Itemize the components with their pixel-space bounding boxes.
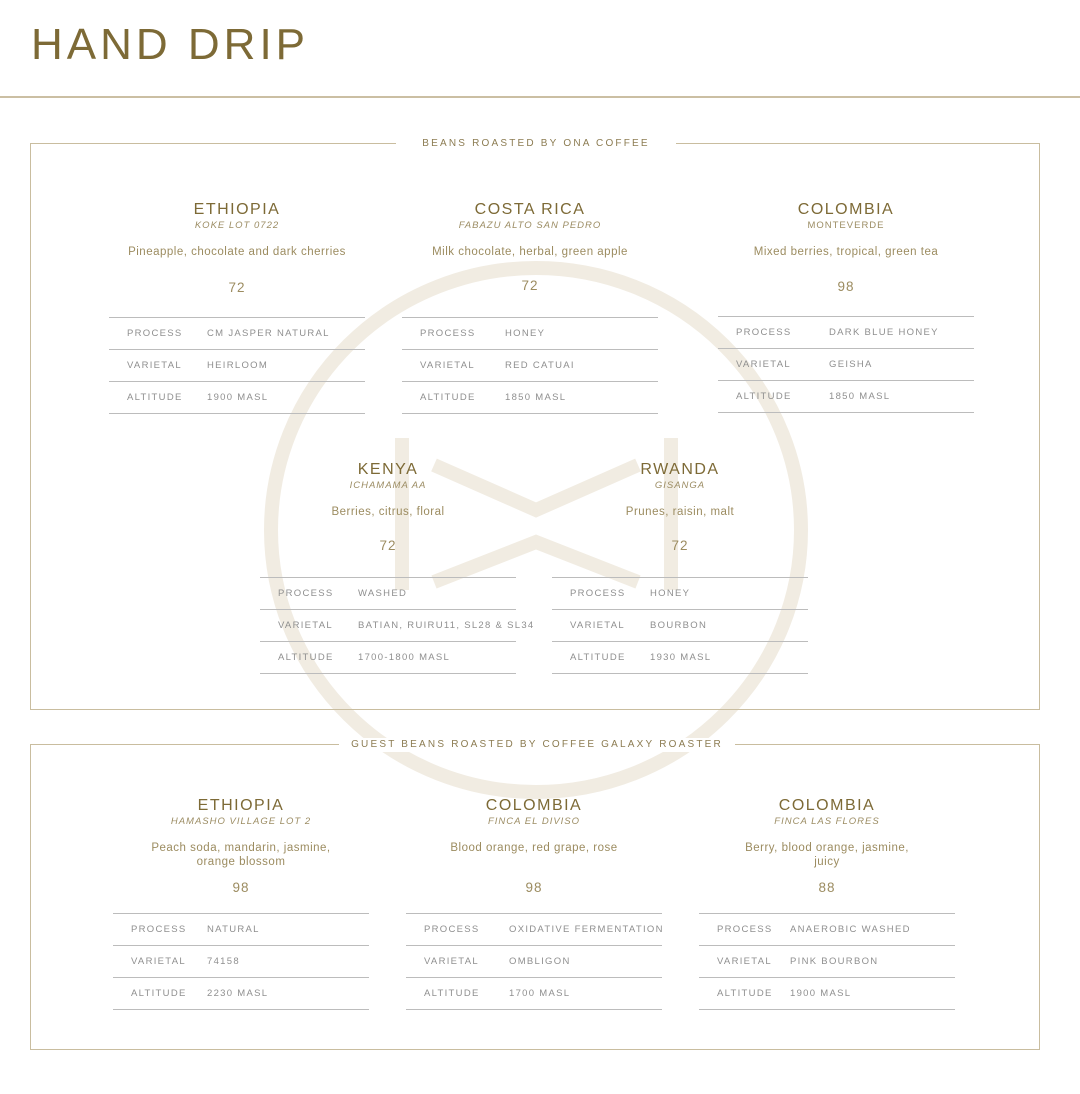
bean-card (718, 201, 974, 402)
table-row (113, 914, 369, 946)
row-value: 1900 MASL (207, 392, 269, 403)
row-key: ALTITUDE (736, 391, 792, 402)
bean-farm: MONTEVERDE (807, 220, 885, 231)
row-key: PROCESS (420, 328, 476, 339)
bean-details-table (718, 316, 974, 413)
table-row (552, 642, 808, 674)
bean-tasting-notes: Berry, blood orange, jasmine, juicy (745, 842, 909, 868)
row-key: ALTITUDE (131, 988, 187, 999)
bean-origin: ETHIOPIA (193, 201, 281, 218)
table-row (260, 610, 535, 642)
row-value: WASHED (358, 588, 408, 599)
section-label: GUEST BEANS ROASTED BY COFFEE GALAXY ROASTER (339, 738, 735, 752)
row-key: PROCESS (717, 924, 773, 935)
bean-origin: COLOMBIA (778, 797, 876, 814)
row-value: CM JASPER NATURAL (207, 328, 330, 339)
row-value: RED CATUAI (505, 360, 575, 371)
bean-card (699, 797, 955, 999)
table-row (260, 578, 516, 610)
row-value: HEIRLOOM (207, 360, 269, 371)
table-row (699, 978, 955, 1010)
row-value: 1700-1800 MASL (358, 652, 451, 663)
bean-farm: HAMASHO VILLAGE LOT 2 (170, 816, 312, 827)
row-value: 1850 MASL (829, 391, 891, 402)
row-value: HONEY (650, 588, 691, 599)
bean-details-table (109, 317, 365, 414)
bean-card (113, 797, 369, 999)
row-key: VARIETAL (131, 956, 186, 967)
table-row (406, 946, 662, 978)
bean-farm: FINCA EL DIVISO (487, 816, 581, 827)
bean-score: 72 (379, 538, 397, 553)
row-key: PROCESS (570, 588, 626, 599)
table-row (113, 946, 369, 978)
bean-details-table (406, 913, 662, 1010)
bean-score: 98 (837, 279, 855, 294)
row-value: 1930 MASL (650, 652, 712, 663)
bean-details-table (552, 577, 808, 674)
row-value: OMBLIGON (509, 956, 571, 967)
row-key: PROCESS (127, 328, 183, 339)
row-value: NATURAL (207, 924, 260, 935)
bean-tasting-notes: Peach soda, mandarin, jasmine, orange blossom (151, 842, 331, 868)
bean-score: 72 (521, 278, 539, 293)
bean-card (402, 201, 658, 403)
table-row (402, 318, 658, 350)
bean-tasting-notes: Blood orange, red grape, rose (450, 842, 618, 854)
section-label: BEANS ROASTED BY ONA COFFEE (396, 137, 676, 151)
bean-origin: COLOMBIA (797, 201, 895, 218)
table-row (718, 349, 974, 381)
title-divider (0, 96, 1080, 98)
row-key: VARIETAL (424, 956, 479, 967)
row-key: ALTITUDE (424, 988, 480, 999)
row-key: VARIETAL (570, 620, 625, 631)
bean-tasting-notes: Pineapple, chocolate and dark cherries (128, 246, 346, 258)
bean-tasting-notes: Berries, citrus, floral (331, 506, 445, 518)
bean-farm: FABAZU ALTO SAN PEDRO (458, 220, 602, 231)
bean-details-table (699, 913, 955, 1010)
bean-details-table (402, 317, 658, 414)
bean-farm: GISANGA (654, 480, 706, 491)
table-row (406, 914, 662, 946)
row-key: ALTITUDE (127, 392, 183, 403)
table-row (402, 350, 658, 382)
table-row (406, 978, 662, 1010)
row-key: ALTITUDE (278, 652, 334, 663)
row-value: 1850 MASL (505, 392, 567, 403)
house-beans-section (30, 138, 1040, 710)
table-row (113, 978, 369, 1010)
row-key: VARIETAL (736, 359, 791, 370)
table-row (109, 318, 365, 350)
row-key: ALTITUDE (570, 652, 626, 663)
table-row (699, 914, 955, 946)
row-value: BOURBON (650, 620, 708, 631)
table-row (260, 642, 516, 674)
bean-score: 88 (818, 880, 836, 895)
row-key: ALTITUDE (717, 988, 773, 999)
bean-score: 72 (228, 280, 246, 295)
row-key: PROCESS (736, 327, 792, 338)
row-value: 1900 MASL (790, 988, 852, 999)
row-key: VARIETAL (278, 620, 333, 631)
bean-origin: COSTA RICA (474, 201, 586, 218)
row-key: PROCESS (424, 924, 480, 935)
bean-origin: COLOMBIA (485, 797, 583, 814)
table-row (109, 350, 365, 382)
row-value: BATIAN, RUIRU11, SL28 & SL34 (358, 620, 535, 631)
bean-score: 98 (525, 880, 543, 895)
row-key: ALTITUDE (420, 392, 476, 403)
row-key: VARIETAL (127, 360, 182, 371)
row-value: OXIDATIVE FERMENTATION (509, 924, 664, 935)
bean-card (109, 201, 365, 403)
bean-origin: ETHIOPIA (197, 797, 285, 814)
table-row (402, 382, 658, 414)
table-row (718, 317, 974, 349)
row-value: PINK BOURBON (790, 956, 879, 967)
bean-tasting-notes: Prunes, raisin, malt (625, 506, 735, 518)
table-row (699, 946, 955, 978)
bean-farm: ICHAMAMA AA (349, 480, 427, 491)
row-key: VARIETAL (717, 956, 772, 967)
table-row (109, 382, 365, 414)
row-key: VARIETAL (420, 360, 475, 371)
row-value: HONEY (505, 328, 546, 339)
table-row (718, 381, 974, 413)
bean-card (552, 461, 808, 663)
row-value: 1700 MASL (509, 988, 571, 999)
row-value: 2230 MASL (207, 988, 269, 999)
page-title: HAND DRIP (31, 20, 310, 69)
bean-card (406, 797, 664, 999)
row-value: ANAEROBIC WASHED (790, 924, 911, 935)
bean-score: 72 (671, 538, 689, 553)
bean-card (260, 461, 535, 663)
bean-details-table (260, 577, 535, 674)
row-key: PROCESS (131, 924, 187, 935)
row-value: DARK BLUE HONEY (829, 327, 939, 338)
row-key: PROCESS (278, 588, 334, 599)
row-value: 74158 (207, 956, 240, 967)
bean-origin: KENYA (357, 461, 419, 478)
bean-details-table (113, 913, 369, 1010)
bean-farm: FINCA LAS FLORES (774, 816, 880, 827)
guest-beans-section (30, 739, 1040, 1050)
bean-tasting-notes: Mixed berries, tropical, green tea (753, 246, 939, 258)
bean-origin: RWANDA (640, 461, 720, 478)
bean-score: 98 (232, 880, 250, 895)
row-value: GEISHA (829, 359, 873, 370)
table-row (552, 610, 808, 642)
bean-tasting-notes: Milk chocolate, herbal, green apple (432, 246, 628, 258)
bean-farm: KOKE LOT 0722 (194, 220, 280, 231)
table-row (552, 578, 808, 610)
